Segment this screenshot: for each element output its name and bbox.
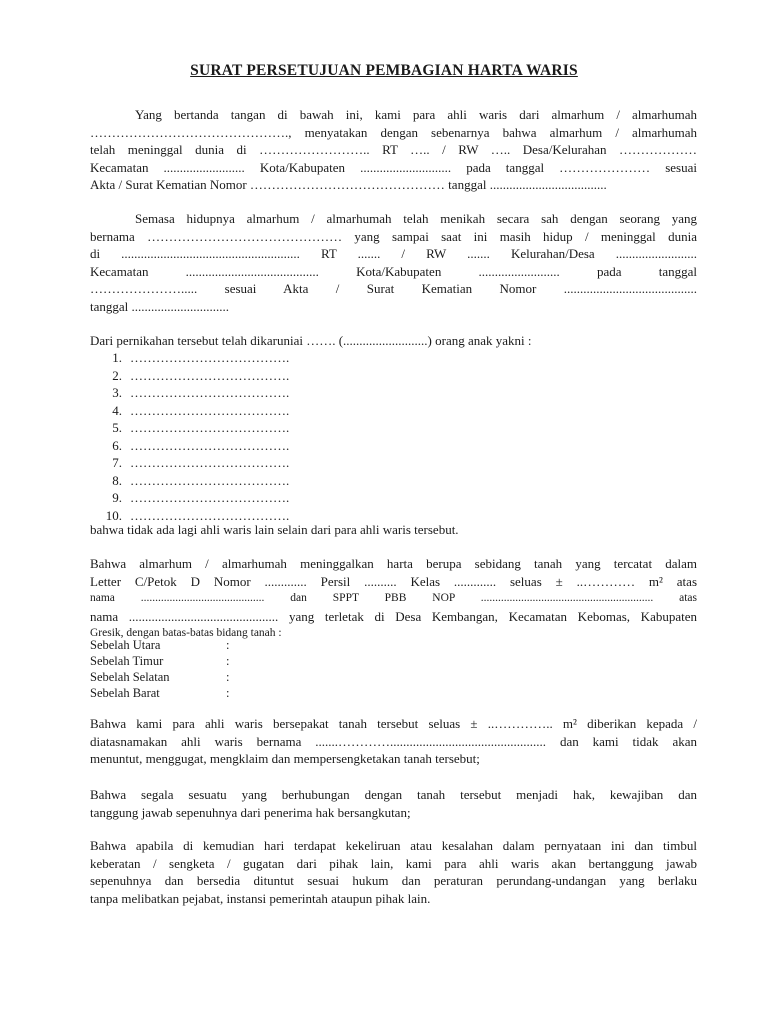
paragraph-line: sepenuhnya dan bersedia dituntut sesuai hukum dan peraturan perundang-undangan yang berlaku: [90, 873, 697, 888]
paragraph-line: Kecamatan ......................................... Kota/Kabupaten ......................... pada tanggal: [90, 263, 697, 279]
paragraph-line: Gresik, dengan batas-batas bidang tanah :: [90, 627, 282, 639]
boundary-colon: :: [226, 638, 230, 652]
no-other-heirs: [90, 521, 697, 539]
list-item: [84, 367, 691, 385]
paragraph-line: tanggal ..............................: [90, 298, 230, 314]
paragraph-rights: [90, 786, 697, 821]
list-item: [84, 472, 691, 490]
boundary-row: [90, 685, 697, 701]
paragraph-line: Bahwa segala sesuatu yang berhubungan dengan tanah tersebut menjadi hak, kewajiban dan: [90, 787, 697, 802]
paragraph-line: tanpa melibatkan pejabat, instansi pemerintah ataupun pihak lain.: [90, 890, 431, 906]
paragraph-liability: [90, 837, 697, 907]
list-number: 6.: [112, 437, 122, 453]
list-number: 1.: [112, 350, 122, 365]
paragraph-heirs-declaration: [90, 106, 697, 194]
list-item: [84, 349, 691, 367]
paragraph-line: Yang bertanda tangan di bawah ini, kami para ahli waris dari almarhum / almarhumah: [135, 107, 697, 122]
list-blank: ……………………………….: [130, 507, 290, 523]
list-number: 2.: [112, 367, 122, 383]
paragraph-line: Bahwa kami para ahli waris bersepakat tanah tersebut seluas ± ..………….. m² diberikan kepada /: [90, 716, 697, 731]
list-blank: ……………………………….: [130, 402, 290, 418]
list-number: 5.: [112, 420, 122, 435]
list-item: [84, 454, 691, 472]
list-blank: ……………………………….: [130, 437, 290, 453]
paragraph-line: telah meninggal dunia di …………………….. RT ….. / RW ….. Desa/Kelurahan ………………: [90, 142, 697, 157]
paragraph-land: [90, 555, 697, 643]
paragraph-line: Letter C/Petok D Nomor ............. Persil .......... Kelas ............. seluas ± ..………… m² atas: [90, 573, 697, 589]
children-intro: [90, 332, 697, 350]
boundary-label: Sebelah Timur: [90, 654, 164, 668]
list-blank: ……………………………….: [130, 350, 290, 365]
boundary-row: [90, 637, 697, 653]
paragraph-line: bernama ……………………………………… yang sampai saat ini masih hidup / meninggal dunia: [90, 228, 697, 244]
list-blank: ……………………………….: [130, 420, 290, 435]
list-blank: ……………………………….: [130, 472, 290, 488]
paragraph-line: diatasnamakan ahli waris bernama .......…………................................................ dan kami tidak akan: [90, 733, 697, 749]
boundary-label: Sebelah Barat: [90, 686, 160, 700]
paragraph-marriage: [90, 210, 697, 315]
paragraph-line: nama ........................................... dan SPPT PBB NOP ............................................................ atas: [90, 592, 697, 604]
boundary-label: Sebelah Selatan: [90, 670, 170, 684]
boundary-list: [90, 637, 697, 701]
list-blank: ……………………………….: [130, 385, 290, 400]
boundary-label: Sebelah Utara: [90, 638, 161, 652]
boundary-colon: :: [226, 686, 230, 700]
paragraph-line: menuntut, menggugat, mengklaim dan mempersengketakan tanah tersebut;: [90, 751, 480, 766]
paragraph-line: Semasa hidupnya almarhum / almarhumah telah menikah secara sah dengan seorang yang: [135, 211, 697, 226]
document-title: SURAT PERSETUJUAN PEMBAGIAN HARTA WARIS: [190, 62, 578, 79]
list-item: [84, 419, 691, 437]
boundary-row: [90, 653, 697, 669]
paragraph-line: Kecamatan ......................... Kota/Kabupaten ............................ pada tanggal ………………… sesuai: [90, 159, 697, 175]
paragraph-line: di ....................................................... RT ....... / RW ....... Kelurahan/Desa .........................: [90, 246, 697, 261]
paragraph-line: Bahwa apabila di kemudian hari terdapat kekeliruan atau kesalahan dalam pernyataan ini dan timbul: [90, 838, 697, 853]
list-blank: ……………………………….: [130, 455, 290, 470]
paragraph-line: Dari pernikahan tersebut telah dikaruniai ……. (..........................) orang anak yakni :: [90, 333, 532, 348]
boundary-colon: :: [226, 670, 230, 684]
list-number: 9.: [112, 490, 122, 505]
paragraph-agreement: [90, 715, 697, 768]
paragraph-line: …………………..... sesuai Akta / Surat Kematian Nomor .........................................: [90, 281, 697, 296]
paragraph-line: tanggung jawab sepenuhnya dari penerima hak bersangkutan;: [90, 804, 411, 820]
list-item: [84, 437, 691, 455]
paragraph-line: nama .............................................. yang terletak di Desa Kembangan, Kecamatan Kebomas, Kabupaten: [90, 608, 697, 624]
list-number: 7.: [112, 455, 122, 470]
list-number: 3.: [112, 385, 122, 400]
paragraph-line: bahwa tidak ada lagi ahli waris lain selain dari para ahli waris tersebut.: [90, 522, 459, 537]
list-number: 4.: [112, 402, 122, 418]
list-item: [84, 402, 691, 420]
paragraph-line: Bahwa almarhum / almarhumah meninggalkan harta berupa sebidang tanah yang tercatat dalam: [90, 556, 697, 571]
boundary-row: [90, 669, 697, 685]
list-number: 8.: [112, 472, 122, 488]
paragraph-line: Akta / Surat Kematian Nomor ……………………………………… tanggal ....................................: [90, 177, 607, 192]
children-list: [84, 349, 691, 524]
paragraph-line: ………………………………………., menyatakan dengan sebenarnya bahwa almarhum / almarhumah: [90, 124, 697, 140]
paragraph-line: keberatan / sengketa / gugatan dari pihak lain, kami para ahli waris akan bertanggung jawab: [90, 855, 697, 871]
list-blank: ……………………………….: [130, 367, 290, 383]
list-item: [84, 384, 691, 402]
list-item: [84, 489, 691, 507]
list-number: 10.: [105, 507, 122, 523]
list-blank: ……………………………….: [130, 490, 290, 505]
boundary-colon: :: [226, 654, 230, 668]
